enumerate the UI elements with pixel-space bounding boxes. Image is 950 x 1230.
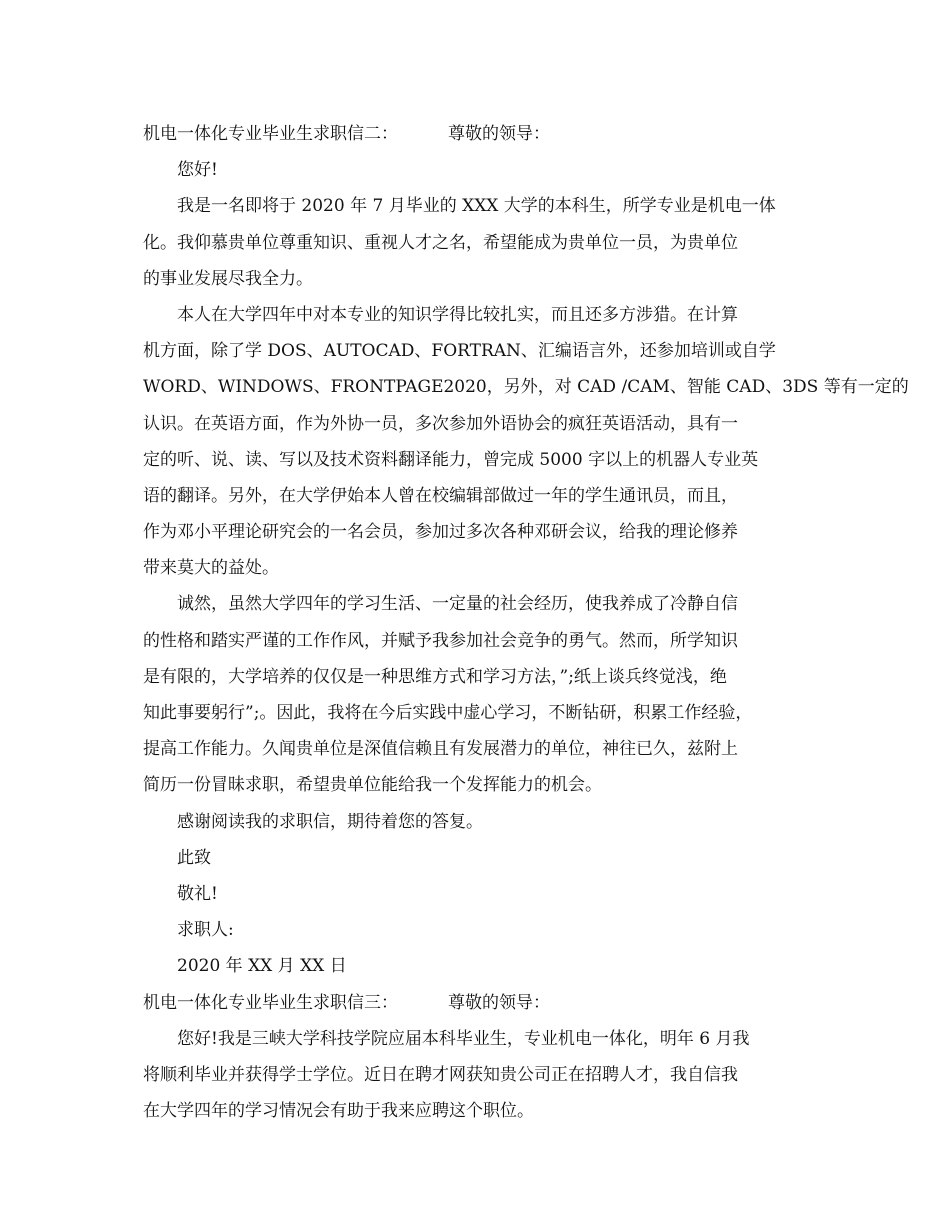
letter2-para3-line: 提高工作能力。久闻贵单位是深值信赖且有发展潜力的单位，神往已久，兹附上 [143, 739, 738, 760]
letter2-heading [143, 116, 815, 152]
letter2-title: 机电一体化专业毕业生求职信二： [143, 124, 398, 144]
letter2-para2-line: WORD、WINDOWS、FRONTPAGE2020，另外，对 CAD /CAM、智能 CAD、3DS 等有一定的 [143, 377, 909, 398]
letter2-closing-2: 敬礼! [177, 883, 218, 904]
letter3-salutation: 尊敬的领导： [448, 992, 550, 1013]
letter2-para3-line: 简历一份冒昧求职，希望贵单位能给我一个发挥能力的机会。 [143, 775, 602, 796]
letter2-para2-line: 机方面，除了学 DOS、AUTOCAD、FORTRAN、汇编语言外，还参加培训或自学 [143, 341, 776, 362]
letter2-thanks: 感谢阅读我的求职信，期待着您的答复。 [177, 811, 483, 832]
letter2-para1-line: 的事业发展尽我全力。 [143, 268, 313, 289]
letter2-applicant: 求职人: [177, 920, 234, 941]
letter2-para1-line: 我是一名即将于 2020 年 7 月毕业的 XXX 大学的本科生，所学专业是机电一体 [177, 196, 776, 217]
letter2-para3-line: 知此事要躬行”;。因此，我将在今后实践中虚心学习，不断钻研，积累工作经验， [143, 703, 753, 723]
letter2-para3-line: 是有限的，大学培养的仅仅是一种思维方式和学习方法，”;纸上谈兵终觉浅，绝 [143, 666, 727, 687]
letter3-para1-line: 将顺利毕业并获得学士学位。近日在聘才网获知贵公司正在招聘人才，我自信我 [143, 1064, 738, 1085]
letter2-para2-line: 语的翻译。另外，在大学伊始本人曾在校编辑部做过一年的学生通讯员，而且， [143, 485, 738, 506]
letter2-para2-line: 定的听、说、读、写以及技术资料翻译能力，曾完成 5000 字以上的机器人专业英 [143, 449, 759, 470]
letter3-title: 机电一体化专业毕业生求职信三： [143, 992, 398, 1013]
letter3-heading [143, 985, 815, 1021]
letter2-para2-line: 认识。在英语方面，作为外协一员，多次参加外语协会的疯狂英语活动，具有一 [143, 413, 738, 434]
letter2-para3-line: 的性格和踏实严谨的工作作风，并赋予我参加社会竞争的勇气。然而，所学知识 [143, 630, 738, 651]
letter2-date: 2020 年 XX 月 XX 日 [177, 956, 347, 977]
letter3-para1-line: 在大学四年的学习情况会有助于我来应聘这个职位。 [143, 1101, 534, 1122]
letter2-salutation: 尊敬的领导： [448, 124, 550, 144]
letter3-para1-line: 您好!我是三峡大学科技学院应届本科毕业生，专业机电一体化，明年 6 月我 [177, 1028, 750, 1049]
letter2-para1-line: 化。我仰慕贵单位尊重知识、重视人才之名，希望能成为贵单位一员，为贵单位 [143, 232, 738, 253]
letter2-para2-line: 本人在大学四年中对本专业的知识学得比较扎实，而且还多方涉猎。在计算 [177, 304, 738, 325]
letter2-greeting: 您好! [177, 160, 218, 181]
letter2-para3-line: 诚然，虽然大学四年的学习生活、一定量的社会经历，使我养成了冷静自信 [177, 594, 738, 615]
document-page [143, 116, 909, 1129]
letter2-closing-1: 此致 [177, 847, 211, 868]
letter2-para2-line: 作为邓小平理论研究会的一名会员，参加过多次各种邓研会议，给我的理论修养 [143, 522, 738, 543]
letter2-para2-line: 带来莫大的益处。 [143, 558, 279, 579]
